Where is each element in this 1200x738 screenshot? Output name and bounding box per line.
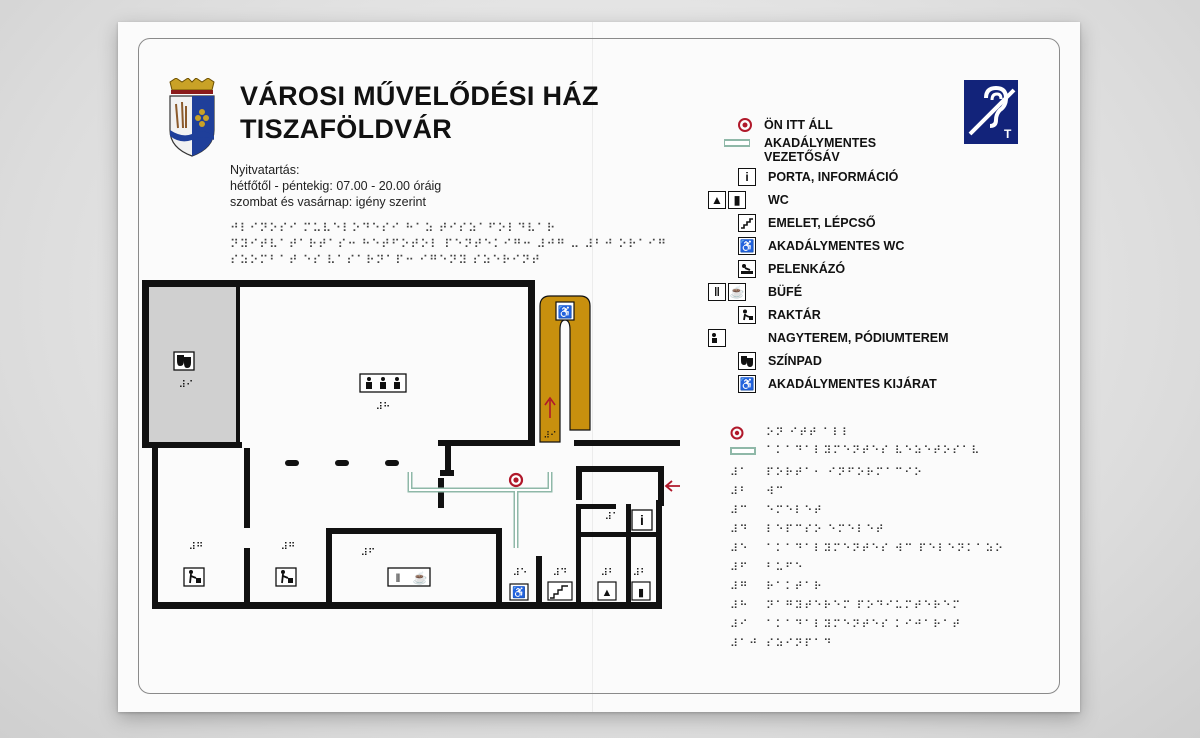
legend-label (732, 136, 876, 164)
page-title (240, 80, 599, 146)
info-braille: ⠼⠁ (604, 512, 620, 523)
braille-legend-num: ⠼⠛ (730, 581, 750, 593)
braille-legend-num: ⠼⠑ (730, 543, 750, 555)
ramp-accessible-symbol: ♿ (557, 305, 573, 319)
braille-legend-text: ⠁⠅⠁⠙⠁⠇⠽⠍⠑⠝⠞⠑⠎ ⠧⠑⠵⠑⠞⠕⠎⠁⠧ (766, 445, 981, 457)
ramp-braille: ⠼⠊ (543, 430, 557, 440)
male-glyph: ▮ (637, 587, 645, 599)
braille-legend-num: ⠼⠋ (730, 562, 750, 574)
tactile-path-icon (730, 447, 756, 455)
theater-mask-icon (177, 355, 184, 366)
hours-heading: Nyitvatartás: (230, 163, 300, 177)
wc2-braille: ⠼⠃ (632, 568, 648, 579)
coat-of-arms-icon (162, 78, 222, 158)
entrance-arrow-icon (666, 481, 680, 491)
storage2-braille: ⠼⠛ (280, 542, 296, 553)
title-line-2: TISZAFÖLDVÁR (240, 114, 453, 144)
braille-legend-num: ⠼⠉ (730, 505, 750, 517)
accessible-exit-icon: ♿ (739, 377, 755, 391)
stage-braille: ⠼⠊ (178, 380, 194, 391)
accessible-symbol: ♿ (512, 587, 526, 599)
svg-text:T: T (1004, 127, 1012, 141)
sign-board (118, 22, 1080, 712)
braille-line: ⠎⠵⠕⠍⠃⠁⠞ ⠑⠎ ⠧⠁⠎⠁⠗⠝⠁⠏⠒ ⠊⠛⠑⠝⠽ ⠎⠵⠑⠗⠊⠝⠞ (230, 253, 542, 267)
legend-label: PORTA, INFORMÁCIÓ (768, 170, 899, 184)
cutlery-icon: ǁ (395, 571, 401, 585)
braille-legend-text: ⠃⠥⠋⠑ (766, 562, 805, 574)
stairs-braille: ⠼⠙ (552, 568, 568, 579)
buffet-braille: ⠼⠋ (360, 548, 376, 559)
baby-change-icon (738, 260, 756, 278)
you-are-here-icon (730, 426, 744, 440)
braille-legend-text: ⠑⠍⠑⠇⠑⠞ (766, 505, 824, 517)
toilet-icons (708, 191, 746, 209)
accessible-wc-icon: ♿ (739, 239, 755, 253)
tactile-guide-path (410, 472, 550, 548)
hours-weekend: szombat és vasárnap: igény szerint (230, 195, 426, 209)
braille-legend-num: ⠼⠃ (730, 486, 750, 498)
hall-icon (708, 329, 726, 347)
title-line-1: VÁROSI MŰVELŐDÉSI HÁZ (240, 81, 599, 111)
braille-line: ⠝⠽⠊⠞⠧⠁⠞⠁⠗⠞⠁⠎⠒ ⠓⠑⠞⠋⠕⠞⠕⠇ ⠏⠑⠝⠞⠑⠅⠊⠛⠒ ⠼⠚⠛ ⠤ ⠼⠃⠚ ⠕⠗⠁⠊⠛ (230, 237, 668, 251)
legend (708, 114, 1068, 414)
theater-icon (738, 352, 756, 370)
acc-wc-braille: ⠼⠑ (512, 568, 528, 579)
braille-legend-text: ⠇⠑⠏⠉⠎⠕ ⠑⠍⠑⠇⠑⠞ (766, 524, 886, 536)
legend-label: PELENKÁZÓ (768, 262, 846, 276)
info-glyph: i (640, 512, 644, 528)
legend-label: EMELET, LÉPCSŐ (768, 216, 876, 230)
legend-label-line: AKADÁLYMENTES (764, 136, 877, 150)
legend-label: ÖN ITT ÁLL (764, 118, 833, 132)
legend-label: BÜFÉ (768, 285, 803, 299)
opening-hours (230, 162, 441, 210)
braille-legend-num: ⠼⠙ (730, 524, 750, 536)
hours-weekday: hétfőtől - péntekig: 07.00 - 20.00 óráig (230, 179, 442, 193)
stairs-icon (738, 214, 756, 232)
braille-line: ⠚⠇⠊⠝⠕⠎⠊ ⠍⠥⠧⠑⠇⠕⠙⠑⠎⠊ ⠓⠁⠵ ⠞⠊⠎⠵⠁⠋⠕⠇⠙⠧⠁⠗ (230, 221, 557, 235)
you-are-here-icon (738, 118, 752, 132)
legend-label: SZÍNPAD (768, 354, 822, 368)
coffee-cup-icon: ☕ (729, 285, 745, 299)
legend-label-line: VEZETŐSÁV (764, 150, 840, 164)
braille-legend-text: ⠝⠁⠛⠽⠞⠑⠗⠑⠍ ⠏⠕⠙⠊⠥⠍⠞⠑⠗⠑⠍ (766, 600, 962, 612)
storage1-braille: ⠼⠛ (188, 542, 204, 553)
braille-legend-num: ⠼⠁ (730, 467, 750, 479)
braille-legend-num: ⠼⠁⠚ (730, 638, 759, 650)
female-glyph: ▲ (601, 587, 613, 599)
braille-legend-num: ⠼⠓ (730, 600, 750, 612)
braille-legend-text: ⠏⠕⠗⠞⠁⠂ ⠊⠝⠋⠕⠗⠍⠁⠉⠊⠕ (766, 467, 924, 479)
coffee-cup-icon: ☕ (412, 571, 428, 585)
braille-legend-text: ⠕⠝ ⠊⠞⠞ ⠁⠇⠇ (766, 427, 852, 439)
storage-icon (738, 306, 756, 324)
cutlery-icon: ǁ (708, 283, 726, 301)
legend-label: NAGYTEREM, PÓDIUMTEREM (768, 331, 949, 345)
braille-legend-text: ⠁⠅⠁⠙⠁⠇⠽⠍⠑⠝⠞⠑⠎ ⠅⠊⠚⠁⠗⠁⠞ (766, 619, 962, 631)
braille-legend-num: ⠼⠊ (730, 619, 750, 631)
braille-legend-text: ⠎⠵⠊⠝⠏⠁⠙ (766, 638, 833, 650)
wc-braille: ⠼⠃ (600, 568, 616, 579)
legend-label: AKADÁLYMENTES KIJÁRAT (768, 377, 937, 391)
tactile-guide-path-inner (410, 472, 550, 548)
braille-legend-text: ⠁⠅⠁⠙⠁⠇⠽⠍⠑⠝⠞⠑⠎ ⠺⠉ ⠏⠑⠇⠑⠝⠅⠁⠵⠕ (766, 543, 1005, 555)
legend-label: RAKTÁR (768, 308, 821, 322)
hall-braille: ⠼⠓ (375, 402, 391, 413)
braille-legend-text: ⠗⠁⠅⠞⠁⠗ (766, 581, 824, 593)
info-icon: i (738, 168, 756, 186)
braille-legend-text: ⠺⠉ (766, 486, 786, 498)
male-toilet-icon: ▮ (728, 191, 746, 209)
female-toilet-icon: ▲ (708, 191, 726, 209)
you-are-here-dot (513, 477, 518, 482)
theater-mask-icon (184, 357, 191, 368)
floor-plan (140, 280, 680, 630)
braille-intro (230, 220, 667, 268)
legend-label: AKADÁLYMENTES WC (768, 239, 905, 253)
legend-label: WC (768, 193, 789, 207)
buffet-icons (708, 283, 746, 301)
